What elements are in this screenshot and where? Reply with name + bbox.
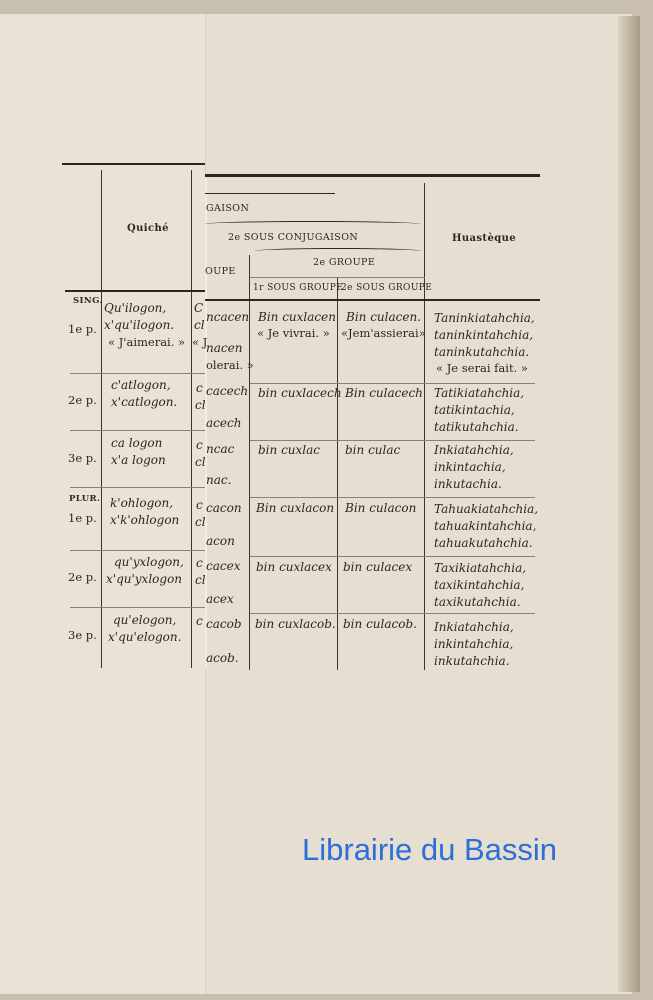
header-sous-groupe-1: 1r SOUS GROUPE	[253, 283, 344, 293]
right-header-bottom-rule	[205, 299, 540, 301]
huasteque-cell: Inkiatahchia,	[434, 620, 514, 634]
row-sep-5r	[250, 613, 535, 614]
row-sep-3r	[250, 497, 535, 498]
row-label-sing: SING.	[73, 296, 103, 306]
row-sep-2r	[250, 440, 535, 441]
col-line-quiche	[191, 170, 192, 668]
row-sep-4r	[250, 556, 535, 557]
col-line-sg2	[424, 183, 425, 670]
partial-cell: « J	[192, 335, 208, 349]
sg1-cell: bin cuxlac	[258, 443, 320, 457]
group-cell: nac.	[206, 473, 232, 487]
partial-cell: c	[196, 556, 203, 570]
sg1-cell: Bin cuxlacen	[258, 310, 336, 324]
quiche-cell: x'k'ohlogon	[110, 513, 180, 527]
sg1-cell: « Je vivrai. »	[257, 326, 330, 340]
partial-cell: cl	[195, 455, 206, 469]
group-cell: acech	[206, 416, 242, 430]
huasteque-cell: tatikutahchia.	[434, 420, 519, 434]
left-header-bottom-rule	[65, 290, 205, 292]
header-sous-conjugaison: 2e SOUS CONJUGAISON	[228, 232, 359, 243]
huasteque-cell: tahuakintahchia,	[434, 519, 537, 533]
partial-cell: C	[194, 301, 204, 315]
header-ornament	[205, 193, 335, 194]
row-person: 2e p.	[68, 570, 97, 584]
row-person: 3e p.	[68, 628, 97, 642]
huasteque-cell: inkintahchia,	[434, 637, 514, 651]
left-top-rule	[62, 163, 205, 165]
row-sep-4	[70, 550, 205, 551]
row-sep-1	[70, 373, 205, 374]
huasteque-cell: inkutachia.	[434, 477, 502, 491]
group-cell: ncacen	[206, 310, 250, 324]
quiche-cell: qu'elogon,	[113, 613, 177, 627]
huasteque-cell: taninkutahchia.	[434, 345, 530, 359]
huasteque-cell: Inkiatahchia,	[434, 443, 514, 457]
quiche-cell: ca logon	[111, 436, 163, 450]
partial-cell: cl	[195, 573, 206, 587]
sg2-cell: Bin culacen.	[346, 310, 422, 324]
watermark: Librairie du Bassin	[302, 832, 558, 867]
partial-cell: c	[196, 614, 203, 628]
sg1-cell: bin cuxlacex	[256, 560, 332, 574]
partial-cell: c	[196, 438, 203, 452]
group-cell: acex	[206, 592, 234, 606]
row-person: 1e p.	[68, 511, 97, 525]
huasteque-cell: « Je serai fait. »	[436, 361, 528, 375]
col-line-label	[101, 170, 102, 668]
sg2-cell: bin culacex	[343, 560, 413, 574]
partial-cell: c	[196, 381, 203, 395]
row-person: 1e p.	[68, 322, 97, 336]
right-top-rule	[205, 174, 540, 177]
huasteque-cell: Taxikiatahchia,	[434, 561, 527, 575]
partial-cell: c	[196, 498, 203, 512]
header-conjugaison-partial: GAISON	[206, 203, 250, 214]
group-cell: cacex	[206, 559, 241, 573]
row-sep-3	[70, 487, 205, 488]
huasteque-cell: Tahuakiatahchia,	[434, 502, 539, 516]
quiche-cell: x'qu'elogon.	[108, 630, 182, 644]
row-sep-1r	[250, 383, 535, 384]
row-sep-2	[70, 430, 205, 431]
group-cell: acob.	[206, 651, 239, 665]
row-person: 2e p.	[68, 393, 97, 407]
row-sep-5	[70, 607, 205, 608]
sg2-cell: Bin culacon	[345, 501, 417, 515]
sg2-cell: bin culacob.	[343, 617, 417, 631]
partial-cell: cl	[195, 515, 206, 529]
huasteque-cell: Taninkiatahchia,	[434, 311, 535, 325]
row-label-plur: PLUR.	[69, 494, 101, 504]
partial-cell: cl	[195, 398, 206, 412]
conjugaison-brace	[205, 221, 420, 227]
group-cell: nacen	[206, 341, 243, 355]
sg1-cell: bin cuxlacob.	[255, 617, 336, 631]
quiche-cell: x'catlogon.	[111, 395, 178, 409]
header-quiche: Quiché	[127, 223, 169, 234]
folded-page-left	[0, 14, 206, 994]
huasteque-cell: taninkintahchia,	[434, 328, 534, 342]
huasteque-cell: Tatikiatahchia,	[434, 386, 525, 400]
sg2-cell: Bin culacech	[345, 386, 423, 400]
header-huasteque: Huastèque	[452, 233, 517, 244]
header-2e-groupe: 2e GROUPE	[313, 257, 376, 268]
quiche-cell: x'qu'ilogon.	[104, 318, 175, 332]
header-groupe-partial: OUPE	[205, 266, 236, 277]
group-cell: olerai. »	[206, 358, 254, 372]
group-cell: acon	[206, 534, 235, 548]
huasteque-cell: tahuakutahchia.	[434, 536, 533, 550]
quiche-cell: c'atlogon,	[111, 378, 171, 392]
group-cell: ncac	[206, 442, 235, 456]
huasteque-cell: inkintachia,	[434, 460, 506, 474]
quiche-cell: x'qu'yxlogon	[106, 572, 183, 586]
quiche-cell: « J'aimerai. »	[108, 335, 186, 349]
col-line-sg1	[337, 277, 338, 670]
sg2-cell: bin culac	[345, 443, 401, 457]
header-sous-groupe-2: 2e SOUS GROUPE	[341, 283, 433, 293]
partial-cell: cl	[194, 318, 205, 332]
quiche-cell: x'a logon	[111, 453, 166, 467]
sg1-cell: Bin cuxlacon	[256, 501, 335, 515]
quiche-cell: qu'yxlogon,	[114, 555, 184, 569]
group-cell: cacob	[206, 617, 242, 631]
huasteque-cell: taxikintahchia,	[434, 578, 525, 592]
quiche-cell: k'ohlogon,	[110, 496, 174, 510]
huasteque-cell: inkutahchia.	[434, 654, 510, 668]
huasteque-cell: tatikintachia,	[434, 403, 515, 417]
group-cell: cacech	[206, 384, 249, 398]
row-person: 3e p.	[68, 451, 97, 465]
quiche-cell: Qu'ilogon,	[104, 301, 167, 315]
page-edge	[618, 16, 640, 992]
huasteque-cell: taxikutahchia.	[434, 595, 521, 609]
sg2-cell: «Jem'assierai»	[341, 326, 426, 340]
sg1-cell: bin cuxlacech	[258, 386, 342, 400]
groupe-brace	[255, 248, 421, 254]
subgroup-top-line	[250, 277, 425, 278]
group-cell: cacon	[206, 501, 242, 515]
